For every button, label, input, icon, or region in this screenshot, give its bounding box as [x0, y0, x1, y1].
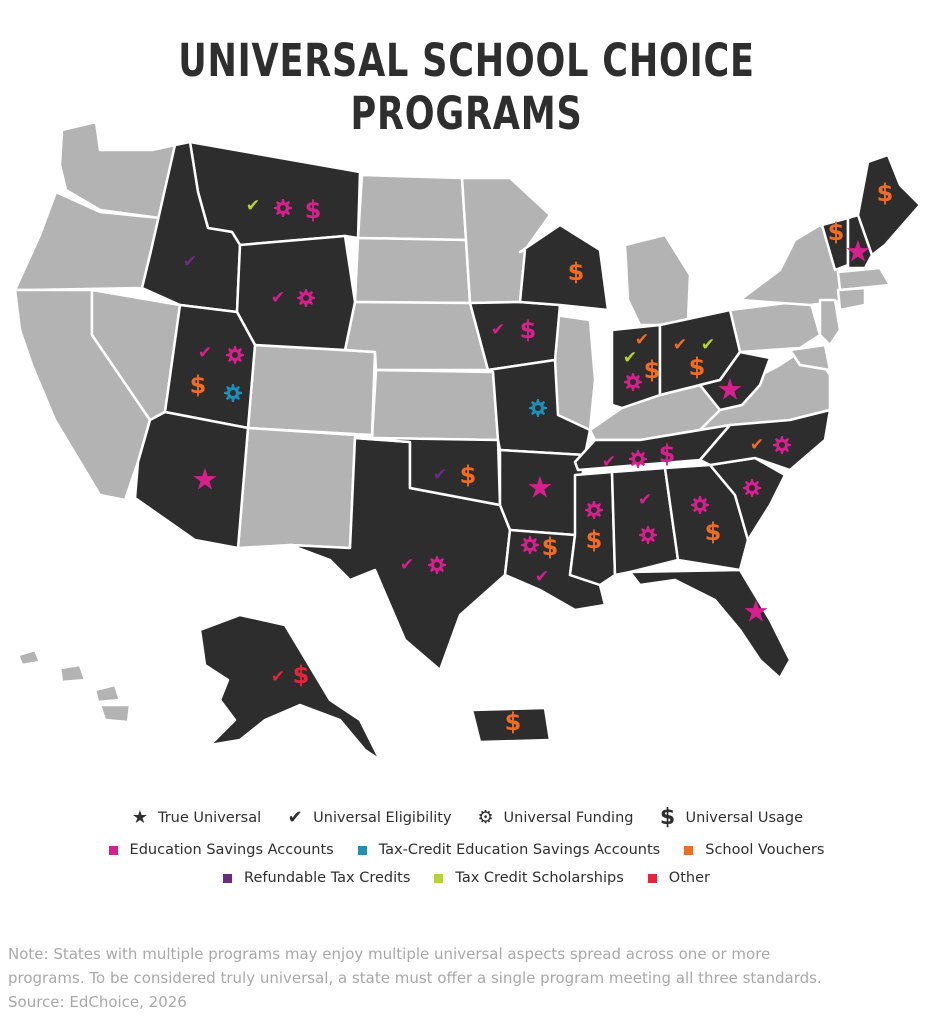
arizona-star-icon: ★ [191, 462, 219, 498]
new-hampshire-star-icon: ★ [844, 234, 872, 270]
texas-gear-icon [428, 556, 446, 574]
louisiana-dollar-icon: $ [541, 533, 559, 561]
montana-gear-icon [274, 199, 292, 217]
idaho-check-icon: ✔ [182, 252, 198, 272]
state-michigan [625, 235, 690, 325]
dollar-icon: $ [659, 805, 676, 830]
florida-star-icon: ★ [742, 594, 770, 630]
state-kansas [372, 370, 498, 440]
wisconsin-dollar-icon: $ [567, 258, 585, 286]
north-carolina-check-icon: ✔ [749, 435, 765, 455]
alaska-dollar-icon: $ [292, 661, 310, 689]
swatch-tc-scholarship [434, 874, 443, 883]
arkansas-star-icon: ★ [526, 470, 554, 506]
state-new-jersey [820, 300, 840, 345]
legend-item-other [648, 870, 710, 886]
legend-item-universal-eligibility [285, 807, 451, 828]
swatch-esa [109, 846, 118, 855]
maine-dollar-icon: $ [876, 179, 894, 207]
utah-gear-icon [226, 346, 244, 364]
ohio-check-icon: ✔ [700, 335, 716, 355]
state-pennsylvania [730, 300, 820, 352]
indiana-check-icon: ✔ [622, 348, 638, 368]
state-connecticut [838, 288, 865, 310]
oklahoma-dollar-icon: $ [459, 461, 477, 489]
texas-check-icon: ✔ [399, 555, 415, 575]
legend-label: True Universal [157, 809, 262, 826]
note-line-2: programs. To be considered truly universal, a state must offer a single program meeting all three standards. [8, 969, 822, 987]
indiana-check-icon: ✔ [634, 330, 650, 350]
oklahoma-check-icon: ✔ [432, 465, 448, 485]
legend-label: Education Savings Accounts [129, 842, 334, 858]
swatch-other [648, 874, 657, 883]
georgia-gear-icon [691, 496, 709, 514]
west-virginia-star-icon: ★ [716, 372, 744, 408]
legend-label: Tax-Credit Education Savings Accounts [378, 842, 661, 858]
state-south-dakota [355, 238, 470, 303]
mississippi-dollar-icon: $ [585, 526, 603, 554]
legend-item-universal-usage [657, 805, 803, 830]
louisiana-check-icon: ✔ [534, 567, 550, 587]
legend-item-true-universal [130, 807, 261, 828]
montana-dollar-icon: $ [304, 196, 322, 224]
tennessee-dollar-icon: $ [658, 440, 676, 468]
wyoming-check-icon: ✔ [270, 288, 286, 308]
south-carolina-gear-icon [743, 479, 761, 497]
legend-item-voucher [684, 842, 824, 858]
legend-label: Universal Eligibility [313, 809, 452, 826]
puerto-rico-dollar-icon: $ [504, 708, 522, 736]
note-line-1: Note: States with multiple programs may enjoy multiple universal aspects spread across one or more [8, 945, 771, 963]
utah-gear-icon [224, 384, 242, 402]
tennessee-check-icon: ✔ [601, 452, 617, 472]
state-hawaii [18, 650, 130, 722]
indiana-dollar-icon: $ [643, 356, 661, 384]
state-wyoming [237, 236, 355, 350]
legend-item-tc-scholarship [434, 870, 623, 886]
check-icon: ✔ [287, 807, 303, 828]
tennessee-gear-icon [629, 450, 647, 468]
alabama-check-icon: ✔ [637, 490, 653, 510]
ohio-check-icon: ✔ [672, 335, 688, 355]
state-north-dakota [358, 175, 466, 240]
legend-item-refundable [223, 870, 410, 886]
north-carolina-gear-icon [773, 436, 791, 454]
gear-icon: ⚙ [477, 807, 494, 828]
legend-label: Tax Credit Scholarships [455, 870, 624, 886]
state-alaska [200, 615, 380, 760]
state-massachusetts [838, 268, 890, 290]
legend-label: School Vouchers [705, 842, 825, 858]
utah-dollar-icon: $ [189, 371, 207, 399]
iowa-check-icon: ✔ [490, 320, 506, 340]
mississippi-gear-icon [585, 501, 603, 519]
legend-symbols-row [0, 805, 933, 830]
source-line: Source: EdChoice, 2026 [8, 993, 187, 1011]
page-title: UNIVERSAL SCHOOL CHOICE PROGRAMS [178, 34, 755, 140]
wyoming-gear-icon [297, 289, 315, 307]
legend-programs-row-1 [0, 842, 933, 858]
footnote [8, 942, 928, 1014]
utah-check-icon: ✔ [197, 343, 213, 363]
legend-programs-row-2 [0, 870, 933, 886]
state-colorado [248, 345, 375, 435]
swatch-voucher [684, 846, 693, 855]
missouri-gear-icon [529, 399, 547, 417]
vermont-dollar-icon: $ [827, 218, 845, 246]
legend [0, 805, 933, 898]
legend-item-esa [109, 842, 334, 858]
alabama-gear-icon [639, 526, 657, 544]
legend-label: Universal Usage [685, 809, 804, 826]
swatch-refundable [223, 874, 232, 883]
legend-label: Other [668, 870, 710, 886]
legend-item-universal-funding [476, 807, 634, 828]
swatch-tc-esa [358, 846, 367, 855]
legend-label: Refundable Tax Credits [244, 870, 411, 886]
iowa-dollar-icon: $ [519, 316, 537, 344]
louisiana-gear-icon [521, 536, 539, 554]
legend-item-tc-esa [358, 842, 661, 858]
indiana-gear-icon [624, 373, 642, 391]
alaska-check-icon: ✔ [270, 667, 286, 687]
montana-check-icon: ✔ [245, 196, 261, 216]
ohio-dollar-icon: $ [688, 353, 706, 381]
legend-label: Universal Funding [503, 809, 634, 826]
state-new-mexico [238, 428, 355, 548]
state-utah [165, 305, 255, 428]
georgia-dollar-icon: $ [704, 518, 722, 546]
star-icon: ★ [131, 807, 149, 828]
